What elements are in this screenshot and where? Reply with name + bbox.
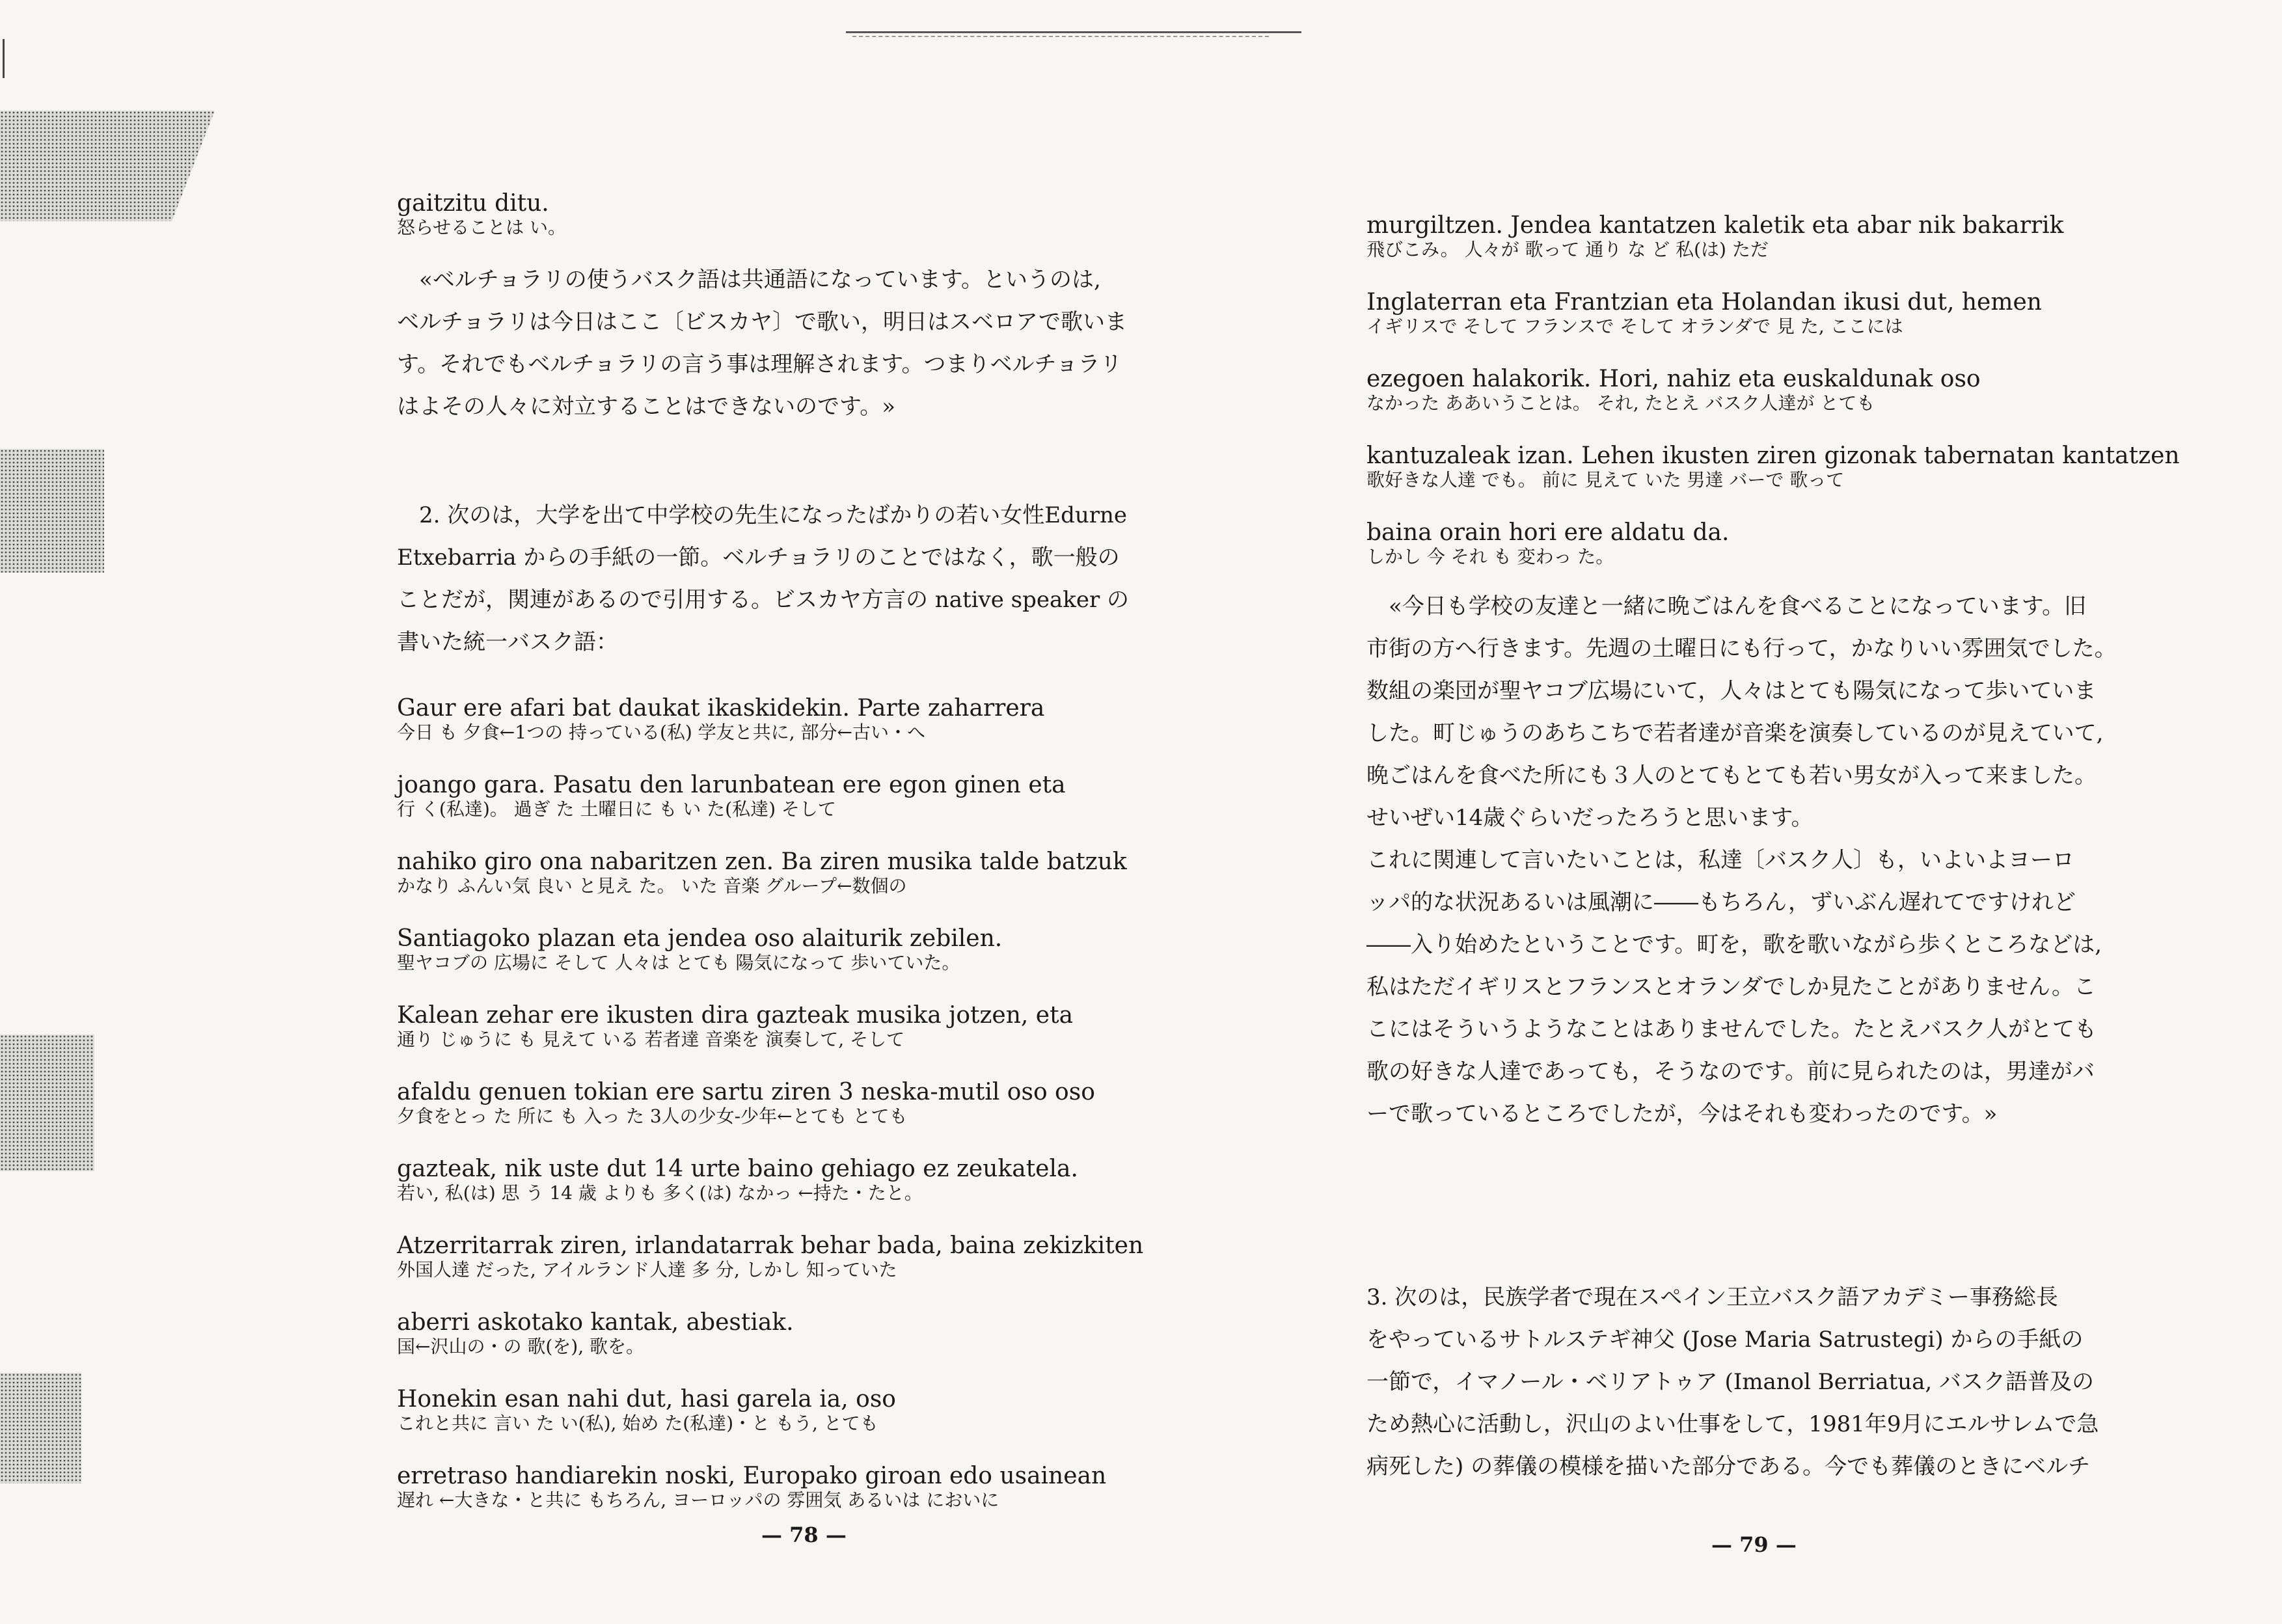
- japanese-gloss: これと共に 言い た い(私), 始め た(私達)・と もう, とても: [397, 1413, 878, 1434]
- basque-line: gaitzitu ditu.: [397, 190, 549, 217]
- text-line: せいぜい14歳ぐらいだったろうと思います。: [1366, 805, 1813, 831]
- basque-line: Kalean zehar ere ikusten dira gazteak musika jotzen, eta: [397, 1002, 1074, 1029]
- japanese-gloss: 夕食をとっ た 所に も 入っ た 3人の少女-少年←とても とても: [397, 1105, 908, 1127]
- interlinear-gloss: [397, 695, 1143, 1539]
- gloss-pair: [397, 772, 1143, 820]
- gloss-pair: [397, 1232, 1143, 1280]
- right-page: [1366, 0, 2206, 1624]
- text-line: 私はただイギリスとフランスとオランダでしか見たことがありません。こ: [1366, 974, 2096, 1000]
- japanese-gloss: しかし 今 それ も 変わっ た。: [1366, 546, 1614, 567]
- text-line: ベルチョラリは今日はここ〔ビスカヤ〕で歌い，明日はスベロアで歌いま: [397, 309, 1127, 335]
- japanese-gloss: イギリスで そして フランスで そして オランダで 見 た, ここには: [1366, 316, 1903, 337]
- text-line: Etxebarria からの手紙の一節。ベルチョラリのことではなく，歌一般の: [397, 545, 1120, 571]
- basque-line: gazteak, nik uste dut 14 urte baino gehiago ez zeukatela.: [397, 1156, 1078, 1182]
- gloss-pair: [397, 190, 566, 238]
- japanese-gloss: 歌好きな人達 でも。 前に 見えて いた 男達 バーで 歌って: [1366, 469, 1845, 491]
- quote-paragraph: [397, 259, 1127, 428]
- basque-line: kantuzaleak izan. Lehen ikusten ziren gizonak tabernatan kantatzen: [1366, 442, 2180, 469]
- gloss-pair: [397, 1463, 1143, 1511]
- text-line: 2. 次のは，大学を出て中学校の先生になったばかりの若い女性Edurne: [419, 502, 1127, 528]
- text-line: これに関連して言いたいことは，私達〔バスク人〕も，いよいよヨーロ: [1366, 847, 2074, 873]
- section-2-paragraph: [397, 494, 1129, 664]
- basque-line: aberri askotako kantak, abestiak.: [397, 1309, 794, 1336]
- text-line: ため熱心に活動し，沢山のよい仕事をして，1981年9月にエルサレムで急: [1366, 1411, 2099, 1437]
- scan-speckle-1: [0, 111, 215, 221]
- page-number: — 78 —: [761, 1522, 847, 1547]
- text-line: こにはそういうようなことはありませんでした。たとえバスク人がとても: [1366, 1016, 2097, 1042]
- basque-line: joango gara. Pasatu den larunbatean ere egon ginen eta: [397, 772, 1066, 798]
- gloss-pair: [1366, 442, 2180, 491]
- text-line: 書いた統一バスク語：: [397, 629, 618, 655]
- text-line: ――入り始めたということです。町を，歌を歌いながら歩くところなどは,: [1366, 932, 2102, 958]
- gloss-pair: [397, 1079, 1143, 1127]
- japanese-gloss: 聖ヤコブの 広場に そして 人々は とても 陽気になって 歩いていた。: [397, 952, 960, 973]
- section-3-paragraph: [1366, 1277, 2099, 1488]
- text-line: 数組の楽団が聖ヤコブ広場にいて，人々はとても陽気になって歩いていま: [1366, 678, 2097, 704]
- basque-line: Honekin esan nahi dut, hasi garela ia, oso: [397, 1386, 896, 1413]
- gloss-pair: [397, 1002, 1143, 1050]
- gloss-pair: [397, 695, 1143, 743]
- basque-line: Santiagoko plazan eta jendea oso alaiturik zebilen.: [397, 925, 1003, 952]
- text-line: した。町じゅうのあちこちで若者達が音楽を演奏しているのが見えていて,: [1366, 720, 2104, 746]
- basque-line: Gaur ere afari bat daukat ikaskidekin. Parte zaharrera: [397, 695, 1045, 722]
- text-line: ッパ的な状況あるいは風潮に――もちろん，ずいぶん遅れてですけれど: [1366, 889, 2076, 915]
- basque-line: murgiltzen. Jendea kantatzen kaletik eta abar nik bakarrik: [1366, 212, 2064, 239]
- text-line: 病死した) の葬儀の模様を描いた部分である。今でも葬儀のときにベルチ: [1366, 1454, 2091, 1480]
- gloss-pair: [397, 1156, 1143, 1204]
- gloss-pair: [1366, 519, 2180, 567]
- text-line: «ベルチョラリの使うバスク語は共通語になっています。というのは,: [419, 267, 1101, 293]
- japanese-gloss: なかった ああいうことは。 それ, たとえ バスク人達が とても: [1366, 392, 1875, 414]
- page-number: — 79 —: [1711, 1532, 1797, 1557]
- text-line: ーで歌っているところでしたが，今はそれも変わったのです。»: [1366, 1101, 1998, 1127]
- basque-line: Atzerritarrak ziren, irlandatarrak behar bada, baina zekizkiten: [397, 1232, 1144, 1259]
- japanese-gloss: 怒らせることは い。: [397, 217, 567, 238]
- left-page: [397, 0, 1243, 1624]
- quote-paragraph: [1366, 586, 2117, 1135]
- gloss-pair: [397, 1309, 1143, 1357]
- scan-speckle-2: [0, 449, 104, 573]
- basque-line: afaldu genuen tokian ere sartu ziren 3 neska-mutil oso oso: [397, 1079, 1095, 1105]
- japanese-gloss: 飛びこみ。 人々が 歌って 通り な ど 私(は) ただ: [1366, 239, 1769, 260]
- scan-edge-line: [3, 39, 5, 78]
- basque-line: ezegoen halakorik. Hori, nahiz eta euskaldunak oso: [1366, 366, 1981, 392]
- text-line: ことだが，関連があるので引用する。ビスカヤ方言の native speaker の: [397, 587, 1130, 613]
- basque-line: Inglaterran eta Frantzian eta Holandan ikusi dut, hemen: [1366, 289, 2042, 316]
- gloss-pair: [397, 848, 1143, 897]
- text-line: «今日も学校の友達と一緒に晩ごはんを食べることになっています。旧: [1389, 593, 2087, 619]
- text-line: 晩ごはんを食べた所にも３人のとてもとても若い男女が入って来ました。: [1366, 763, 2097, 789]
- interlinear-gloss: [1366, 212, 2180, 596]
- gloss-pair: [397, 1386, 1143, 1434]
- japanese-gloss: かなり ふんい気 良い と見え た。 いた 音楽 グループ←数個の: [397, 875, 907, 897]
- japanese-gloss: 若い, 私(は) 思 う 14 歳 よりも 多く(は) なかっ ←持た・たと。: [397, 1182, 923, 1204]
- text-line: 一節で，イマノール・ベリアトゥア (Imanol Berriatua, バスク語普及の: [1366, 1369, 2095, 1395]
- gloss-pair: [397, 925, 1143, 973]
- japanese-gloss: 今日 も 夕食←1つの 持っている(私) 学友と共に, 部分←古い・へ: [397, 722, 925, 743]
- japanese-gloss: 行 く(私達)。 過ぎ た 土曜日に も い た(私達) そして: [397, 798, 836, 820]
- basque-line: baina orain hori ere aldatu da.: [1366, 519, 1730, 546]
- text-line: す。それでもベルチョラリの言う事は理解されます。つまりベルチョラリ: [397, 351, 1122, 377]
- japanese-gloss: 外国人達 だった, アイルランド人達 多 分, しかし 知っていた: [397, 1259, 897, 1280]
- intro-gloss: [397, 190, 566, 267]
- japanese-gloss: 遅れ ←大きな・と共に もちろん, ヨーロッパの 雰囲気 あるいは においに: [397, 1489, 999, 1511]
- scan-speckle-3: [0, 1035, 94, 1171]
- japanese-gloss: 通り じゅうに も 見えて いる 若者達 音楽を 演奏して, そして: [397, 1029, 905, 1050]
- text-line: 歌の好きな人達であっても，そうなのです。前に見られたのは，男達がバ: [1366, 1059, 2095, 1085]
- text-line: 市街の方へ行きます。先週の土曜日にも行って，かなりいい雰囲気でした。: [1366, 636, 2117, 662]
- gloss-pair: [1366, 366, 2180, 414]
- basque-line: nahiko giro ona nabaritzen zen. Ba ziren musika talde batzuk: [397, 848, 1127, 875]
- text-line: をやっているサトルステギ神父 (Jose Maria Satrustegi) からの手紙の: [1366, 1327, 2084, 1353]
- scan-speckle-4: [0, 1373, 81, 1483]
- text-line: はよその人々に対立することはできないのです。»: [397, 394, 896, 420]
- text-line: 3. 次のは，民族学者で現在スペイン王立バスク語アカデミー事務総長: [1366, 1284, 2058, 1310]
- gloss-pair: [1366, 212, 2180, 260]
- japanese-gloss: 国←沢山の・の 歌(を), 歌を。: [397, 1336, 645, 1357]
- basque-line: erretraso handiarekin noski, Europako giroan edo usainean: [397, 1463, 1107, 1489]
- gloss-pair: [1366, 289, 2180, 337]
